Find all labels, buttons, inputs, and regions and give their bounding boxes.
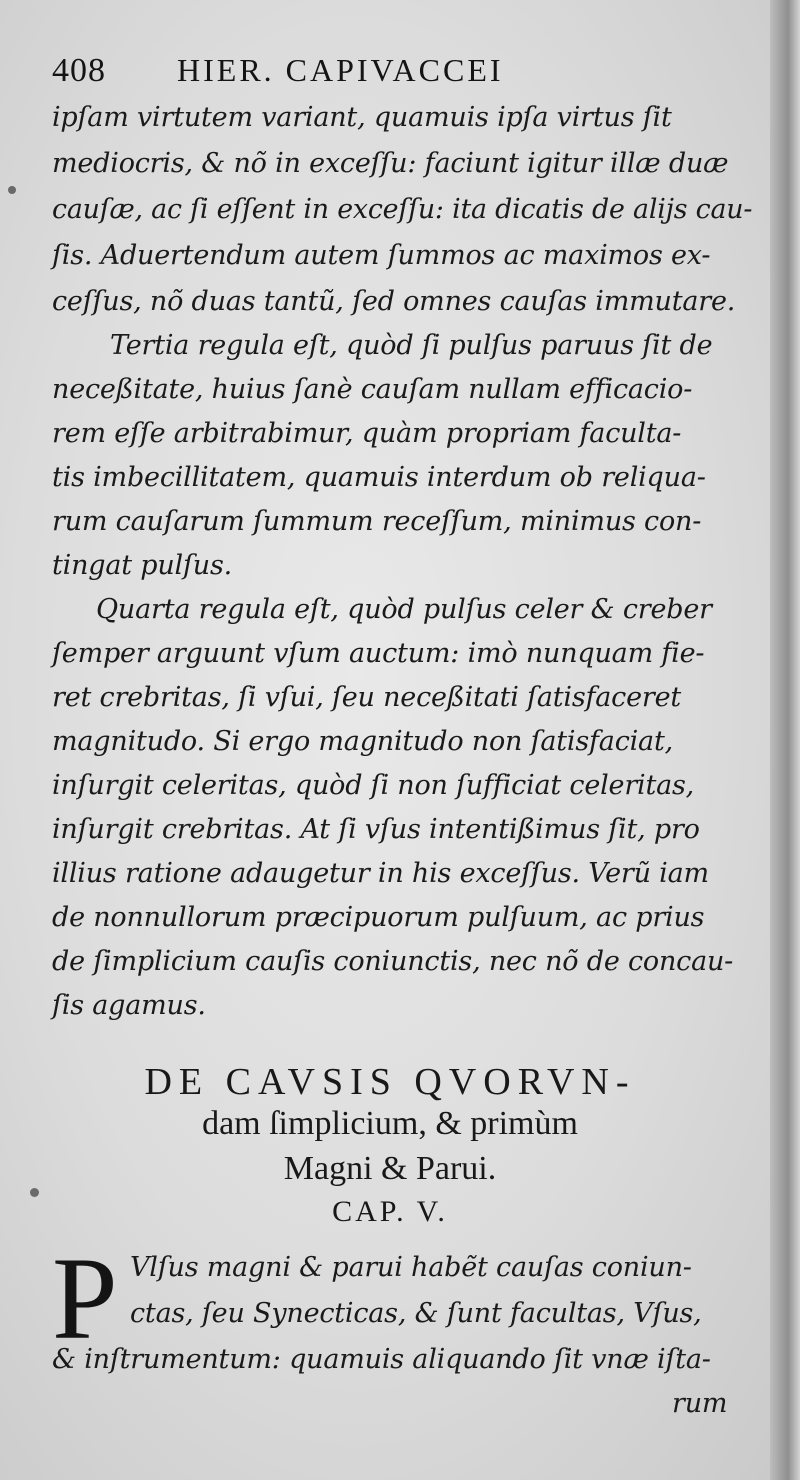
text-line: ſis agamus.	[52, 990, 206, 1021]
page-header	[52, 52, 732, 102]
text-line: tis imbecillitatem, quamuis interdum ob reliqua-	[52, 462, 706, 493]
text-line: rem eſſe arbitrabimur, quàm propriam faculta-	[52, 418, 682, 449]
text-line: ceſſus, nõ duas tantũ, ſed omnes cauſas immutare.	[52, 286, 736, 317]
drop-cap: P	[52, 1233, 118, 1364]
paper-speck	[8, 186, 16, 194]
text-line: ſis. Aduertendum autem ſummos ac maximos ex-	[52, 240, 711, 271]
running-head: HIER. CAPIVACCEI	[177, 52, 504, 88]
paper-speck	[30, 1188, 39, 1197]
text-line: rum cauſarum ſummum receſſum, minimus con-	[52, 506, 702, 537]
text-line: ipſam virtutem variant, quamuis ipſa virtus ſit	[52, 102, 672, 133]
book-gutter	[770, 0, 800, 1480]
paragraph-first-line: Quarta regula eſt, quòd pulſus celer & creber	[96, 594, 712, 625]
chapter-heading: DE CAVSIS QVORVN-	[144, 1061, 636, 1103]
text-line: ctas, ſeu Synecticas, & ſunt facultas, Vſus,	[130, 1298, 702, 1329]
text-line: de nonnullorum præcipuorum pulſuum, ac prius	[52, 902, 705, 933]
text-line: & inſtrumentum: quamuis aliquando ſit vnæ iſta-	[52, 1344, 711, 1375]
text-line: de ſimplicium cauſis coniunctis, nec nõ de concau-	[52, 946, 734, 977]
chapter-heading-line3: Magni & Parui.	[283, 1150, 497, 1187]
text-line: ret crebritas, ſi vſui, ſeu neceßitati ſatisfaceret	[52, 682, 682, 713]
chapter-label: CAP. V.	[332, 1195, 448, 1228]
chapter-heading-line2: dam ſimplicium, & primùm	[202, 1105, 578, 1142]
text-line: illius ratione adaugetur in his exceſſus. Verũ iam	[52, 858, 709, 889]
text-line: magnitudo. Si ergo magnitudo non ſatisfaciat,	[52, 726, 673, 757]
text-line: neceßitate, huius ſanè cauſam nullam efficacio-	[52, 374, 693, 405]
text-line: inſurgit celeritas, quòd ſi non ſufficiat celeritas,	[52, 770, 695, 801]
text-line: mediocris, & nõ in exceſſu: faciunt igitur illæ duæ	[52, 148, 729, 179]
text-line: ſemper arguunt vſum auctum: imò nunquam fie-	[52, 638, 705, 669]
page-number: 408	[52, 52, 106, 89]
text-line: Vlſus magni & parui habẽt cauſas coniun-	[130, 1252, 692, 1283]
paragraph-first-line: Tertia regula eſt, quòd ſi pulſus paruus ſit de	[110, 330, 713, 361]
text-line: tingat pulſus.	[52, 550, 233, 581]
text-line: cauſæ, ac ſi eſſent in exceſſu: ita dicatis de alijs cau-	[52, 194, 753, 225]
text-line: inſurgit crebritas. At ſi vſus intentißimus ſit, pro	[52, 814, 700, 845]
catchword: rum	[672, 1388, 728, 1419]
